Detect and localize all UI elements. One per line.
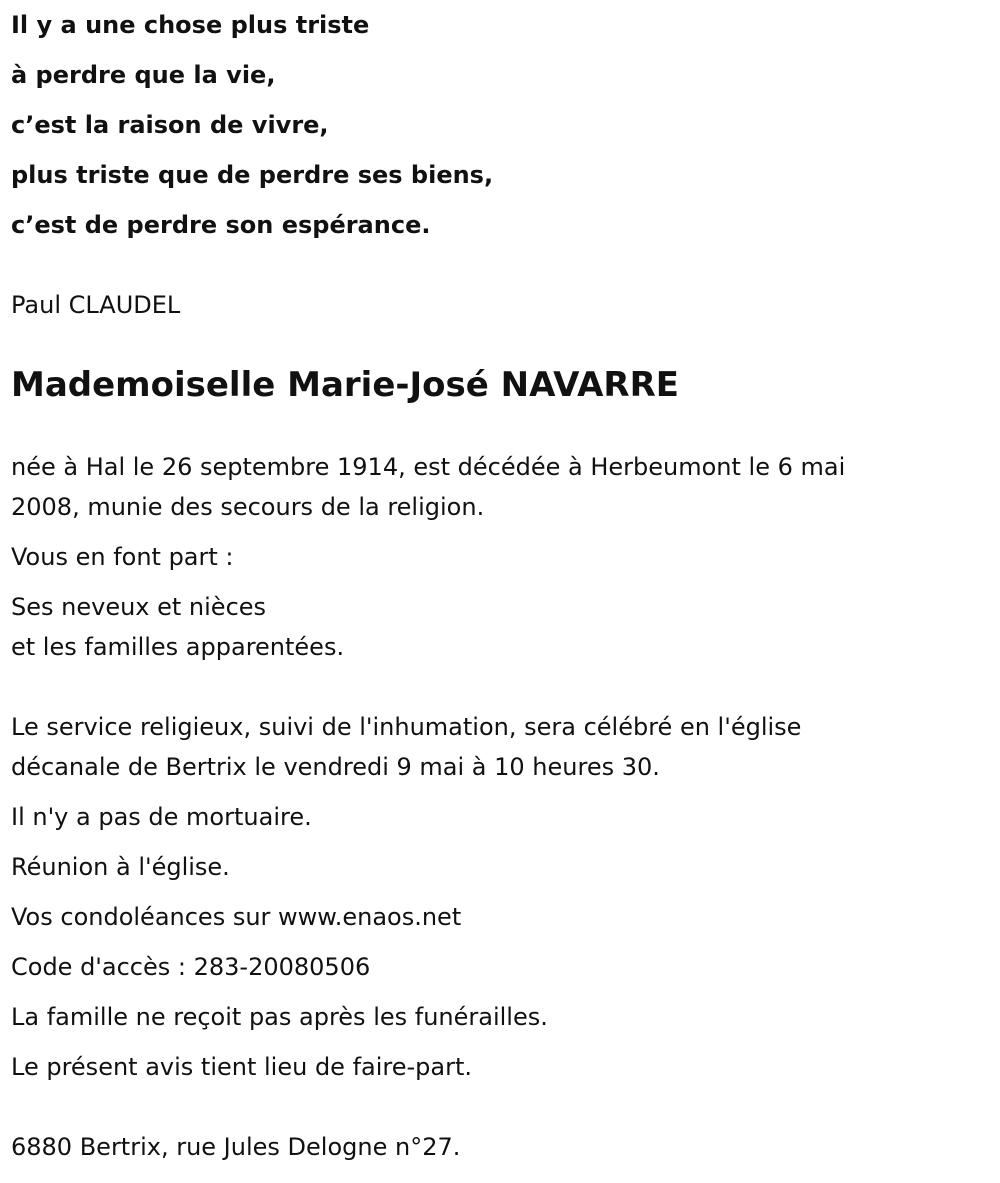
- family-text: [11, 587, 971, 667]
- birth-death-line: 2008, munie des secours de la religion.: [11, 493, 485, 521]
- mortuary-text: Il n'y a pas de mortuaire.: [11, 803, 312, 831]
- poem-quote: [11, 0, 971, 250]
- poem-author: Paul CLAUDEL: [11, 291, 181, 319]
- poem-line: c’est la raison de vivre,: [11, 111, 329, 139]
- announcement-text: Vous en font part :: [11, 543, 234, 571]
- meeting-text: Réunion à l'église.: [11, 853, 230, 881]
- notice-statement-text: Le présent avis tient lieu de faire-part.: [11, 1053, 473, 1081]
- deceased-name: Mademoiselle Marie-José NAVARRE: [11, 365, 679, 405]
- service-line: décanale de Bertrix le vendredi 9 mai à 10 heures 30.: [11, 753, 660, 781]
- death-notice: [11, 0, 971, 1167]
- poem-line: Il y a une chose plus triste: [11, 11, 370, 39]
- poem-line: à perdre que la vie,: [11, 61, 276, 89]
- reception-text: La famille ne reçoit pas après les funérailles.: [11, 1003, 548, 1031]
- address-text: 6880 Bertrix, rue Jules Delogne n°27.: [11, 1133, 461, 1161]
- poem-line: plus triste que de perdre ses biens,: [11, 161, 494, 189]
- family-line: Ses neveux et nièces: [11, 593, 267, 621]
- condolences-text: Vos condoléances sur www.enaos.net: [11, 903, 462, 931]
- service-line: Le service religieux, suivi de l'inhumation, sera célébré en l'église: [11, 713, 802, 741]
- service-text: [11, 707, 971, 787]
- poem-line: c’est de perdre son espérance.: [11, 211, 431, 239]
- birth-death-line: née à Hal le 26 septembre 1914, est décédée à Herbeumont le 6 mai: [11, 453, 846, 481]
- family-line: et les familles apparentées.: [11, 633, 345, 661]
- birth-death-text: [11, 447, 971, 527]
- access-code-text: Code d'accès : 283-20080506: [11, 953, 371, 981]
